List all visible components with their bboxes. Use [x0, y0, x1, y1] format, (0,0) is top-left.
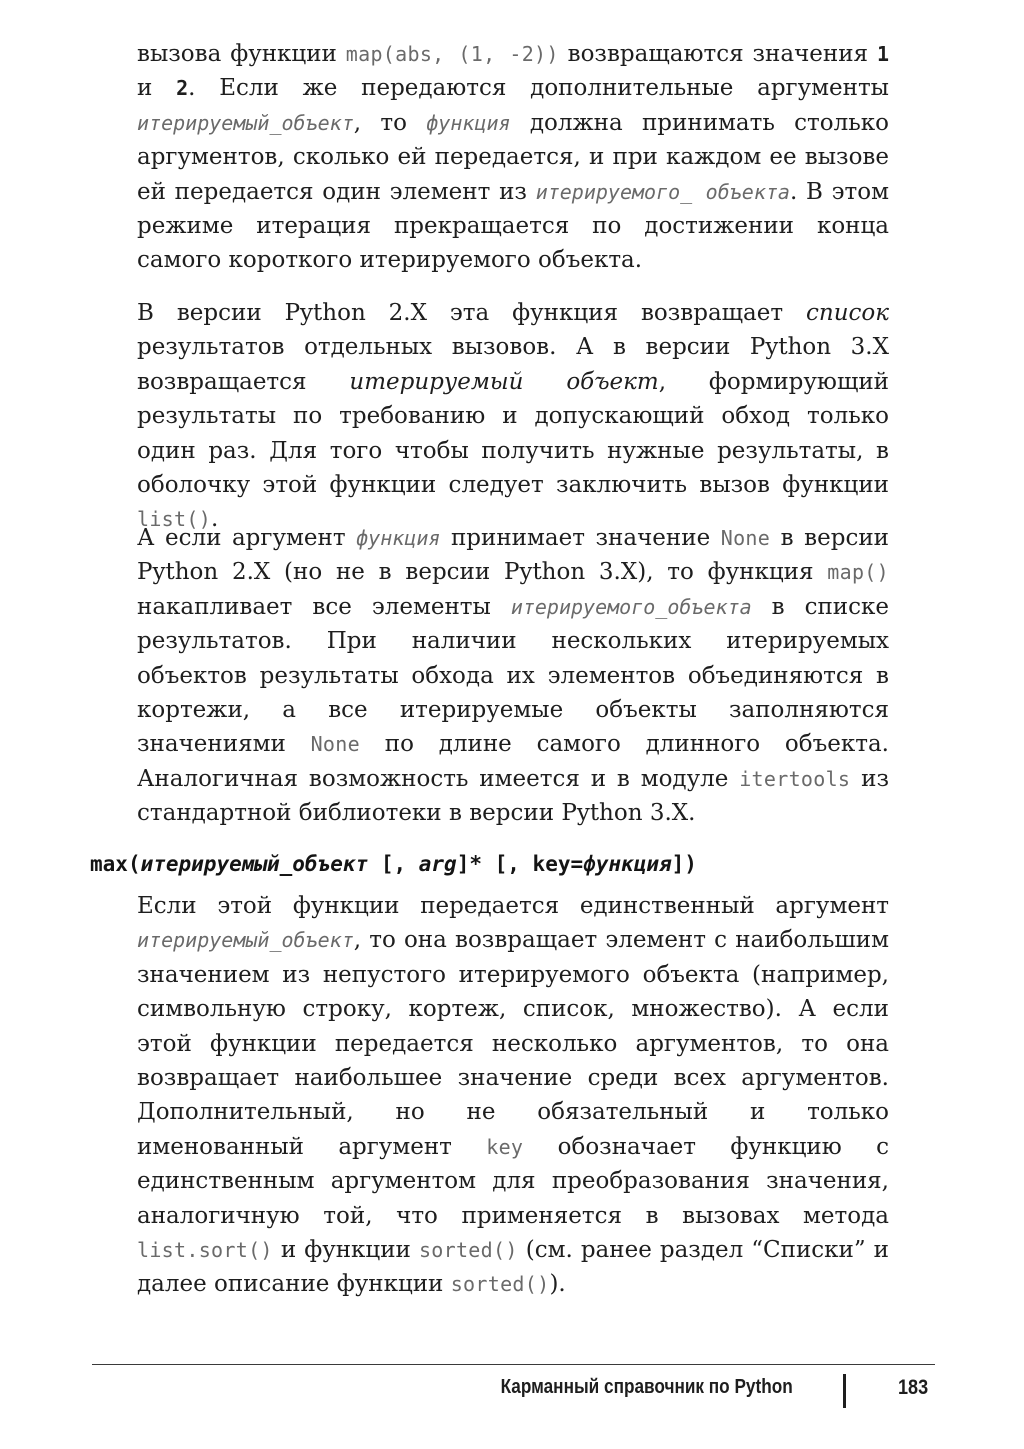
text-run: и функции — [272, 1237, 419, 1264]
text-run: ). — [549, 1271, 566, 1298]
emphasis: итерируемый объект — [349, 368, 659, 395]
paragraph-map-iterables — [137, 37, 889, 278]
text-run: . Если же передаются дополнительные аргументы — [188, 75, 889, 102]
text-run: результатов отдельных вызовов. А в версии Python 3.X возвращается — [137, 334, 889, 395]
function-signature-max — [90, 849, 890, 879]
signature-name: max — [90, 852, 128, 876]
inline-code: list() — [137, 507, 212, 532]
inline-code-italic: функция — [426, 110, 511, 135]
text-run: принимает значение — [440, 525, 721, 551]
text-run: из стандартной библиотеки в версии Python 3.X. — [137, 765, 890, 827]
inline-code: list.sort() — [137, 1238, 273, 1263]
text-run: А если аргумент — [137, 525, 357, 551]
page-number: 183 — [898, 1376, 929, 1399]
footer-divider — [92, 1364, 935, 1365]
text-run: вызова функции — [137, 41, 346, 67]
paragraph-map-python-versions — [137, 296, 889, 537]
paragraph-map-none-function — [137, 521, 889, 831]
inline-value: 1 — [876, 42, 889, 66]
signature-part-2: ]* [, key= — [456, 852, 584, 876]
paragraph-max-description — [137, 889, 889, 1302]
inline-code-italic: итерируемого_ объекта — [535, 179, 790, 204]
text-run: Если этой функции передается единственный аргумент — [137, 893, 889, 919]
inline-code: sorted() — [418, 1238, 518, 1263]
signature-arg-function: функция — [583, 852, 672, 876]
inline-code-italic: итерируемого_объекта — [510, 594, 752, 619]
text-run: должна принимать столько аргументов, сколько ей передается, и при каждом ее вызове ей передается один элемент из — [137, 109, 889, 205]
inline-code: None — [720, 526, 771, 550]
text-run: , то она возвращает элемент с наибольшим значением из непустого итерируемого объекта (например, символьную строку, кортеж, список, множество). А если этой функции передается несколько аргументов, то она возвращает наибольшее значение среди всех аргументов. Дополнительный, но не обязательный и только именованный аргумент — [137, 927, 889, 1160]
text-run: накапливает все элементы — [137, 593, 511, 620]
inline-code: None — [310, 732, 360, 757]
signature-arg-arg: arg — [418, 852, 457, 876]
signature-open: ( — [127, 852, 141, 876]
text-run: . В этом режиме итерация прекращается по достижении конца самого короткого итерируемого объекта. — [137, 178, 889, 274]
text-run: (см. ранее раздел “Списки” и далее описание функции — [137, 1237, 890, 1298]
signature-close: ]) — [671, 852, 697, 876]
text-run: и — [137, 75, 177, 102]
inline-code: key — [486, 1134, 524, 1159]
text-run: . — [211, 506, 219, 533]
footer-separator — [843, 1374, 846, 1408]
text-run: , формирующий результаты по требованию и допускающий обход только один раз. Для того чтобы получить нужные результаты, в оболочку этой функции следует заключить вызов функции — [137, 368, 889, 499]
text-run: по длине самого длинного объекта. Аналогичная возможность имеется и в модуле — [137, 731, 889, 792]
signature-arg-iterable: итерируемый_объект — [140, 852, 369, 876]
signature-part-1: [, — [368, 852, 419, 876]
text-run: в списке результатов. При наличии нескольких итерируемых объектов результаты обхода их элементов объединяются в кортежи, а все итерируемые объекты заполняются значениями — [137, 593, 889, 758]
inline-code-italic: функция — [356, 526, 441, 550]
inline-code-italic: итерируемый_объект — [137, 928, 354, 953]
inline-value: 2 — [176, 76, 189, 101]
text-run: в версии Python 2.X (но не в версии Python 3.X), то функция — [137, 525, 889, 586]
text-run: обозначает функцию с единственным аргументом для преобразования значения, аналогичную той, что применяется в вызовах метода — [137, 1133, 889, 1229]
text-run: , то — [353, 109, 427, 136]
inline-code: map() — [827, 560, 889, 585]
text-run: возвращаются значения — [558, 41, 877, 67]
text-run: В версии Python 2.X эта функция возвращает — [137, 300, 807, 326]
inline-code: sorted() — [450, 1272, 550, 1297]
inline-code: map(abs, (1, -2)) — [345, 42, 559, 66]
footer-book-title: Карманный справочник по Python — [500, 1376, 793, 1398]
inline-code: itertools — [739, 766, 851, 791]
emphasis: список — [806, 300, 889, 326]
inline-code-italic: итерируемый_объект — [137, 110, 354, 135]
